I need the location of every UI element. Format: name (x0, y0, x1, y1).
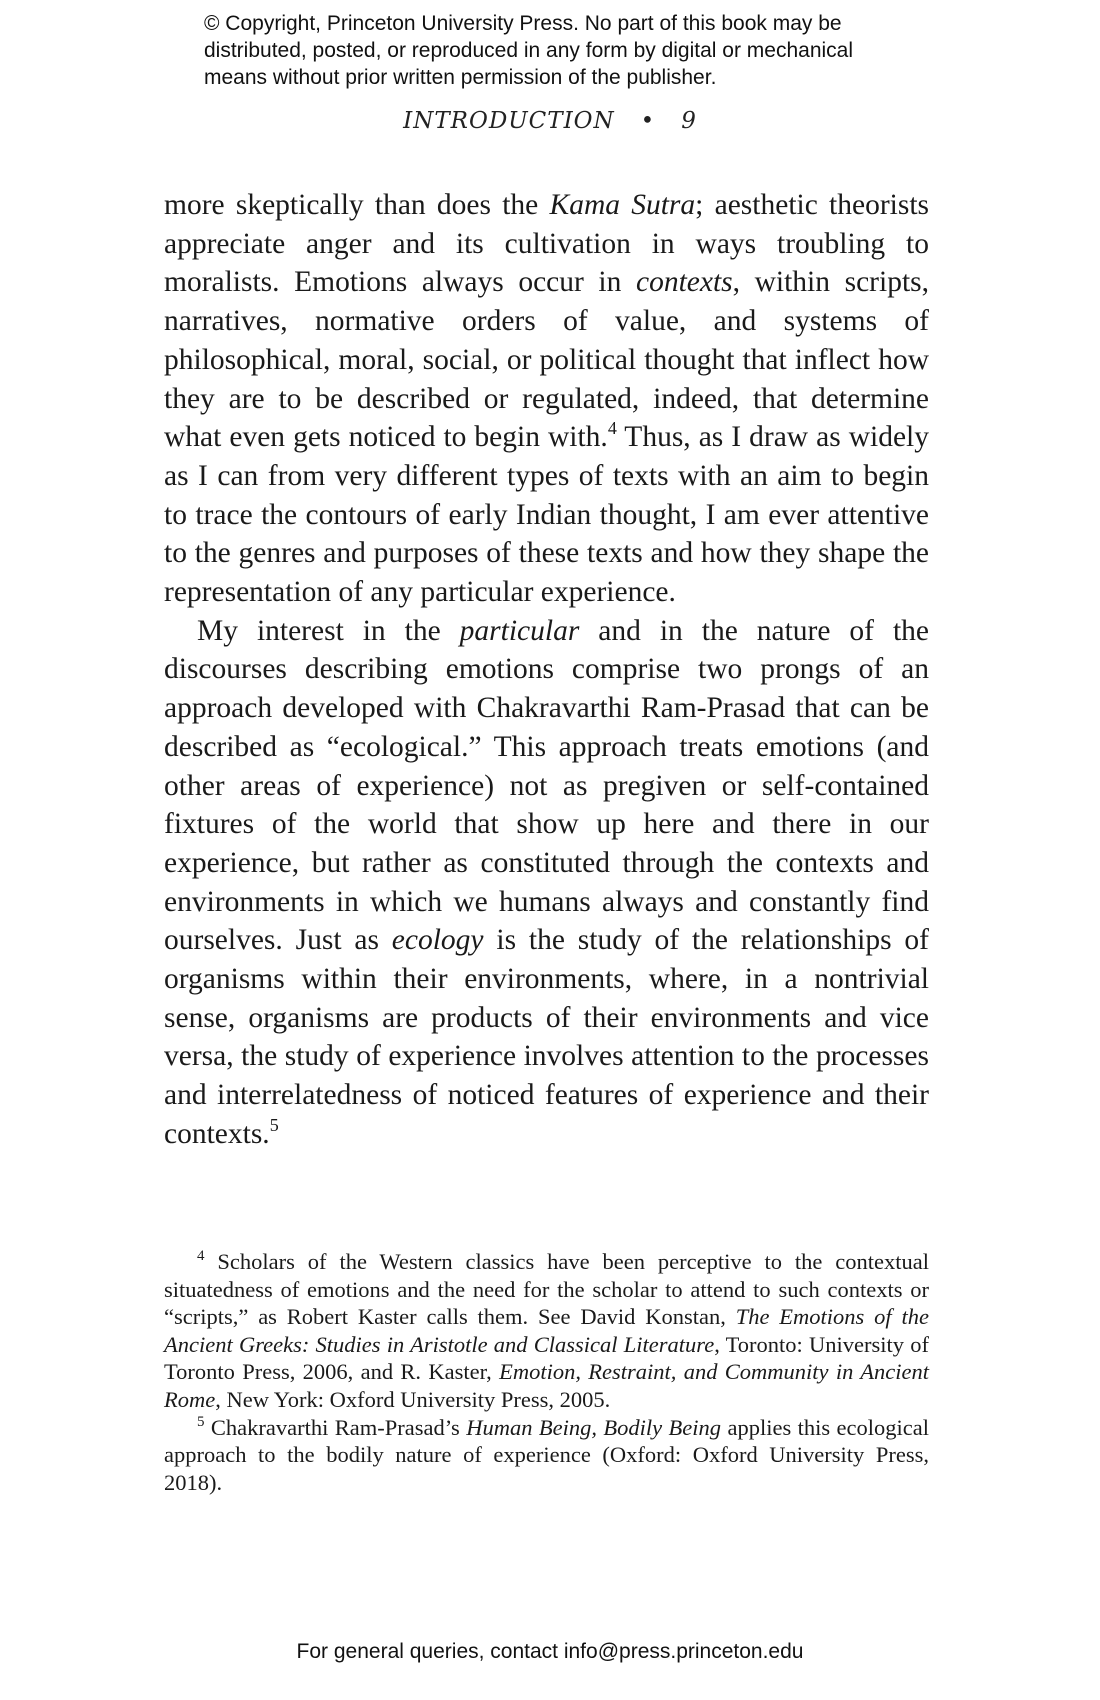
bullet-separator: • (640, 108, 656, 134)
running-head (0, 108, 1100, 134)
footnote (164, 1414, 929, 1497)
page-number: 9 (681, 108, 697, 134)
text-run: My interest in the (197, 614, 460, 647)
copyright-notice (204, 10, 964, 91)
text-run: is the study of the relationships of organisms within their environments, where, in a nontrivial sense, organisms are products of their environments and vice versa, the study of experience involves attention to the processes and interrelatedness of noticed features of experience and their contexts. (164, 924, 929, 1150)
italic-text: Human Being, Bodily Being (466, 1414, 722, 1440)
footnote-reference[interactable]: 4 (607, 418, 617, 439)
footnote (164, 1248, 929, 1414)
text-run: ; aesthetic theorists appreciate anger and its cultivation in ways troubling to moralists. Emotions always occur in (164, 189, 930, 299)
footnote-reference[interactable]: 5 (269, 1114, 279, 1135)
text-run: Chakravarthi Ram-Prasad’s (204, 1414, 467, 1440)
text-run: , New York: Oxford University Press, 2005. (215, 1386, 611, 1412)
footer-contact: For general queries, contact info@press.princeton.edu (296, 1640, 804, 1663)
italic-text: The Emotions of the Ancient Greeks: Studies in Aristotle and Classical Literature (164, 1304, 929, 1357)
italic-text: Emotion, Restraint, and Community in Ancient Rome (164, 1359, 929, 1412)
text-run: Scholars of the Western classics have been perceptive to the contextual situatedness of emotions and the need for the scholar to attend to such contexts or “scripts,” as Robert Kaster calls them. See David Konstan, (164, 1249, 929, 1330)
copyright-line: distributed, posted, or reproduced in any form by digital or mechanical (204, 39, 854, 62)
footnotes (164, 1248, 929, 1496)
footnote-marker: 4 (197, 1248, 205, 1264)
italic-text: ecology (391, 924, 484, 957)
text-run: , Toronto: University of Toronto Press, 2006, and R. Kaster, (164, 1331, 929, 1385)
copyright-line: © Copyright, Princeton University Press. No part of this book may be (204, 12, 842, 35)
text-run: and in the nature of the discourses describing emotions comprise two prongs of an approach developed with Chakravarthi Ram-Prasad that can be described as “ecological.” This approach treats emotions (and other areas of experience) not as pregiven or self-contained fixtures of the world that show up here and there in our experience, but rather as constituted through the contexts and environments in which we humans always and constantly find ourselves. Just as (164, 614, 929, 957)
copyright-line: means without prior written permission of the publisher. (204, 66, 717, 89)
paragraph (164, 186, 929, 612)
body-text (164, 186, 929, 1154)
italic-text: particular (459, 614, 580, 647)
text-run: more skeptically than does the (164, 189, 550, 221)
paragraph (164, 612, 929, 1154)
text-run: , within scripts, narratives, normative orders of value, and systems of philosophical, moral, social, or political thought that inflect how they are to be described or regulated, indeed, that determine what even gets noticed to begin with. (164, 266, 929, 454)
italic-text: contexts (635, 266, 733, 299)
section-title: INTRODUCTION (403, 108, 615, 134)
text-run: Thus, as I draw as widely as I can from very different types of texts with an aim to begin to trace the contours of early Indian thought, I am ever attentive to the genres and purposes of these texts and how they shape the representation of any particular experience. (164, 421, 930, 609)
italic-text: Kama Sutra (549, 189, 696, 221)
text-run: applies this ecological approach to the bodily nature of experience (Oxford: Oxford University Press, 2018). (164, 1414, 929, 1495)
footnote-marker: 5 (197, 1413, 205, 1430)
